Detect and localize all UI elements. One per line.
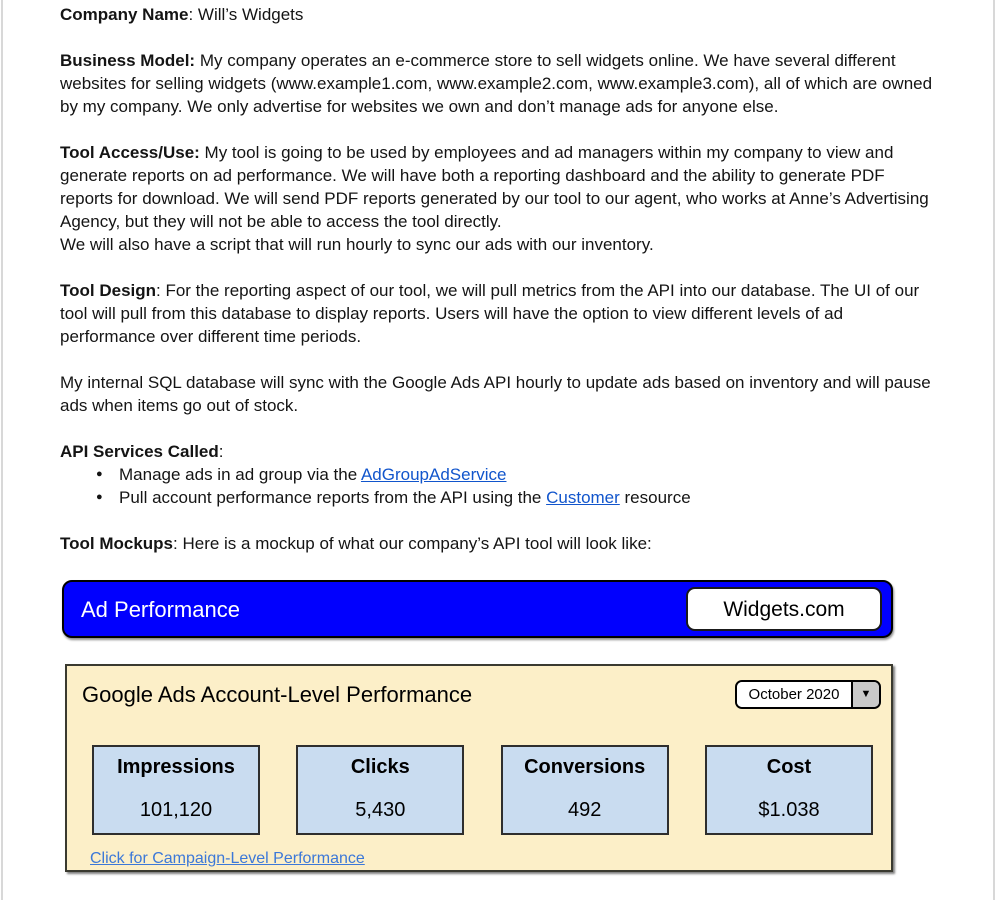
- paragraph-business-model: [60, 49, 938, 118]
- bullet-icon: ●: [96, 468, 103, 480]
- bullet-text: [119, 486, 691, 509]
- paragraph-tool-mockups: [60, 532, 938, 555]
- bullet-post-text: resource: [619, 488, 691, 507]
- business-model-label: Business Model:: [60, 51, 196, 70]
- campaign-level-link[interactable]: Click for Campaign-Level Performance: [90, 850, 365, 867]
- list-item: [60, 486, 938, 509]
- page-edge-right: [993, 0, 995, 900]
- api-services-colon: :: [218, 442, 224, 461]
- bullet-pre-text: Manage ads in ad group via the: [119, 465, 361, 484]
- tool-access-label: Tool Access/Use:: [60, 143, 200, 162]
- tool-design-text: : For the reporting aspect of our tool, we will pull metrics from the API into our database. The UI of our tool will pull from this database to display reports. Users will have the option to view different levels of ad performance over different time periods.: [60, 281, 920, 346]
- metric-value: $1.038: [758, 799, 820, 821]
- paragraph-tool-design: [60, 279, 938, 348]
- panel-title: Google Ads Account-Level Performance: [82, 682, 473, 707]
- bullet-pre-text: Pull account performance reports from the API using the: [119, 488, 547, 507]
- paragraph-company-name: [60, 3, 938, 26]
- clicks-card: [296, 745, 464, 835]
- business-model-text: My company operates an e-commerce store to sell widgets online. We have several different websites for selling widgets (www.example1.com, www.example2.com, www.example3.com), all of which are owned by my company. We only advertise for websites we own and don’t manage ads for anyone else.: [60, 51, 933, 116]
- adgroupadservice-link[interactable]: AdGroupAdService: [360, 465, 507, 484]
- widgets-site-button[interactable]: Widgets.com: [686, 587, 882, 631]
- metric-label: Clicks: [350, 756, 410, 778]
- company-name-label: Company Name: [60, 5, 189, 24]
- metric-label: Impressions: [117, 756, 235, 778]
- metric-label: Cost: [766, 756, 812, 778]
- panel-header: [67, 666, 891, 709]
- page-edge-left: [1, 0, 3, 900]
- tool-design-label: Tool Design: [60, 281, 157, 300]
- bullet-icon: ●: [96, 491, 103, 503]
- company-name-value: : Will’s Widgets: [188, 5, 304, 24]
- metric-value: 101,120: [139, 799, 213, 821]
- mockup-header-bar: [62, 580, 893, 638]
- customer-resource-link[interactable]: Customer: [546, 488, 620, 507]
- impressions-card: [92, 745, 260, 835]
- account-performance-panel: [65, 664, 893, 872]
- tool-mockups-label: Tool Mockups: [60, 534, 174, 553]
- tool-mockups-text: : Here is a mockup of what our company’s API tool will look like:: [173, 534, 652, 553]
- paragraph-api-services: [60, 440, 938, 463]
- cost-card: [705, 745, 873, 835]
- month-dropdown-value[interactable]: October 2020: [737, 682, 851, 707]
- sql-sync-text: My internal SQL database will sync with the Google Ads API hourly to update ads based on inventory and will pause ads when items go out of stock.: [60, 373, 931, 415]
- metric-cards-row: [92, 745, 873, 835]
- list-item: [60, 463, 938, 486]
- metric-value: 492: [567, 799, 602, 821]
- chevron-down-icon[interactable]: ▼: [851, 682, 879, 707]
- paragraph-sql-sync: [60, 371, 938, 417]
- metric-value: 5,430: [355, 799, 406, 821]
- bullet-text: [119, 463, 506, 486]
- metric-label: Conversions: [524, 756, 646, 778]
- api-services-label: API Services Called: [60, 442, 219, 461]
- paragraph-tool-access: [60, 141, 938, 256]
- document-body: [60, 3, 938, 872]
- tool-access-text2: We will also have a script that will run hourly to sync our ads with our inventory.: [60, 235, 654, 254]
- mockup-app-title: Ad Performance: [81, 596, 240, 622]
- conversions-card: [501, 745, 669, 835]
- month-dropdown[interactable]: [735, 680, 881, 709]
- api-services-list: [60, 463, 938, 509]
- tool-access-text: My tool is going to be used by employees and ad managers within my company to view and generate reports on ad performance. We will have both a reporting dashboard and the ability to generate PDF reports for download. We will send PDF reports generated by our tool to our agent, who works at Anne’s Advertising Agency, but they will not be able to access the tool directly.: [60, 143, 929, 231]
